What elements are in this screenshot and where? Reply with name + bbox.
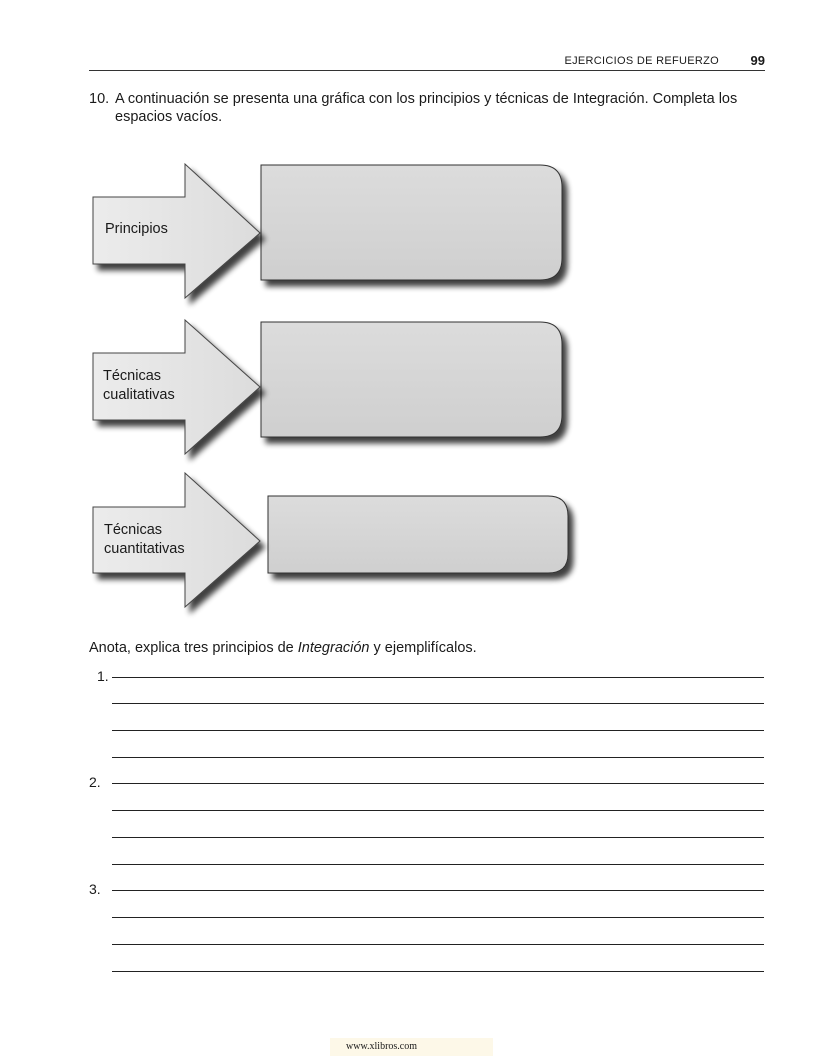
- answer-line[interactable]: [112, 864, 764, 865]
- answer-line[interactable]: [112, 971, 764, 972]
- footer-url: www.xlibros.com: [330, 1038, 493, 1056]
- answer-line[interactable]: [112, 677, 764, 678]
- answer-box-3[interactable]: [268, 496, 568, 573]
- answer-line[interactable]: [112, 917, 764, 918]
- answer-line[interactable]: [112, 890, 764, 891]
- answer-line[interactable]: [112, 837, 764, 838]
- instruction-after: y ejemplifícalos.: [369, 640, 477, 656]
- answer-box-1[interactable]: [261, 165, 562, 280]
- page-number: 99: [750, 53, 765, 68]
- answer-box-2[interactable]: [261, 322, 562, 437]
- arrow-label-principios: [105, 220, 168, 239]
- question-text: A continuación se presenta una gráfica con los principios y técnicas de Integración. Completa los espacios vacíos.: [115, 91, 738, 125]
- question-number: 10.: [89, 91, 110, 107]
- instruction-text: [89, 640, 477, 656]
- item-number-3: 3.: [89, 881, 101, 897]
- answer-line[interactable]: [112, 783, 764, 784]
- answer-line[interactable]: [112, 944, 764, 945]
- arrow-label-line: Técnicas: [103, 368, 162, 384]
- arrow-label-line: cualitativas: [103, 387, 175, 403]
- instruction-before: Anota, explica tres principios de: [89, 640, 298, 656]
- section-title: EJERCICIOS DE REFUERZO: [564, 55, 719, 67]
- arrow-label-line: Técnicas: [104, 522, 163, 538]
- instruction-emphasis: Integración: [297, 640, 370, 656]
- answer-line[interactable]: [112, 730, 764, 731]
- arrow-label-tecnicas-cuantitativas: [104, 521, 185, 559]
- item-number-1: 1.: [97, 668, 109, 684]
- item-number-2: 2.: [89, 774, 101, 790]
- answer-line[interactable]: [112, 757, 764, 758]
- arrow-label-line: Principios: [105, 221, 168, 237]
- arrow-label-tecnicas-cualitativas: [103, 367, 175, 405]
- answer-line[interactable]: [112, 810, 764, 811]
- arrow-label-line: cuantitativas: [104, 541, 185, 557]
- answer-line[interactable]: [112, 703, 764, 704]
